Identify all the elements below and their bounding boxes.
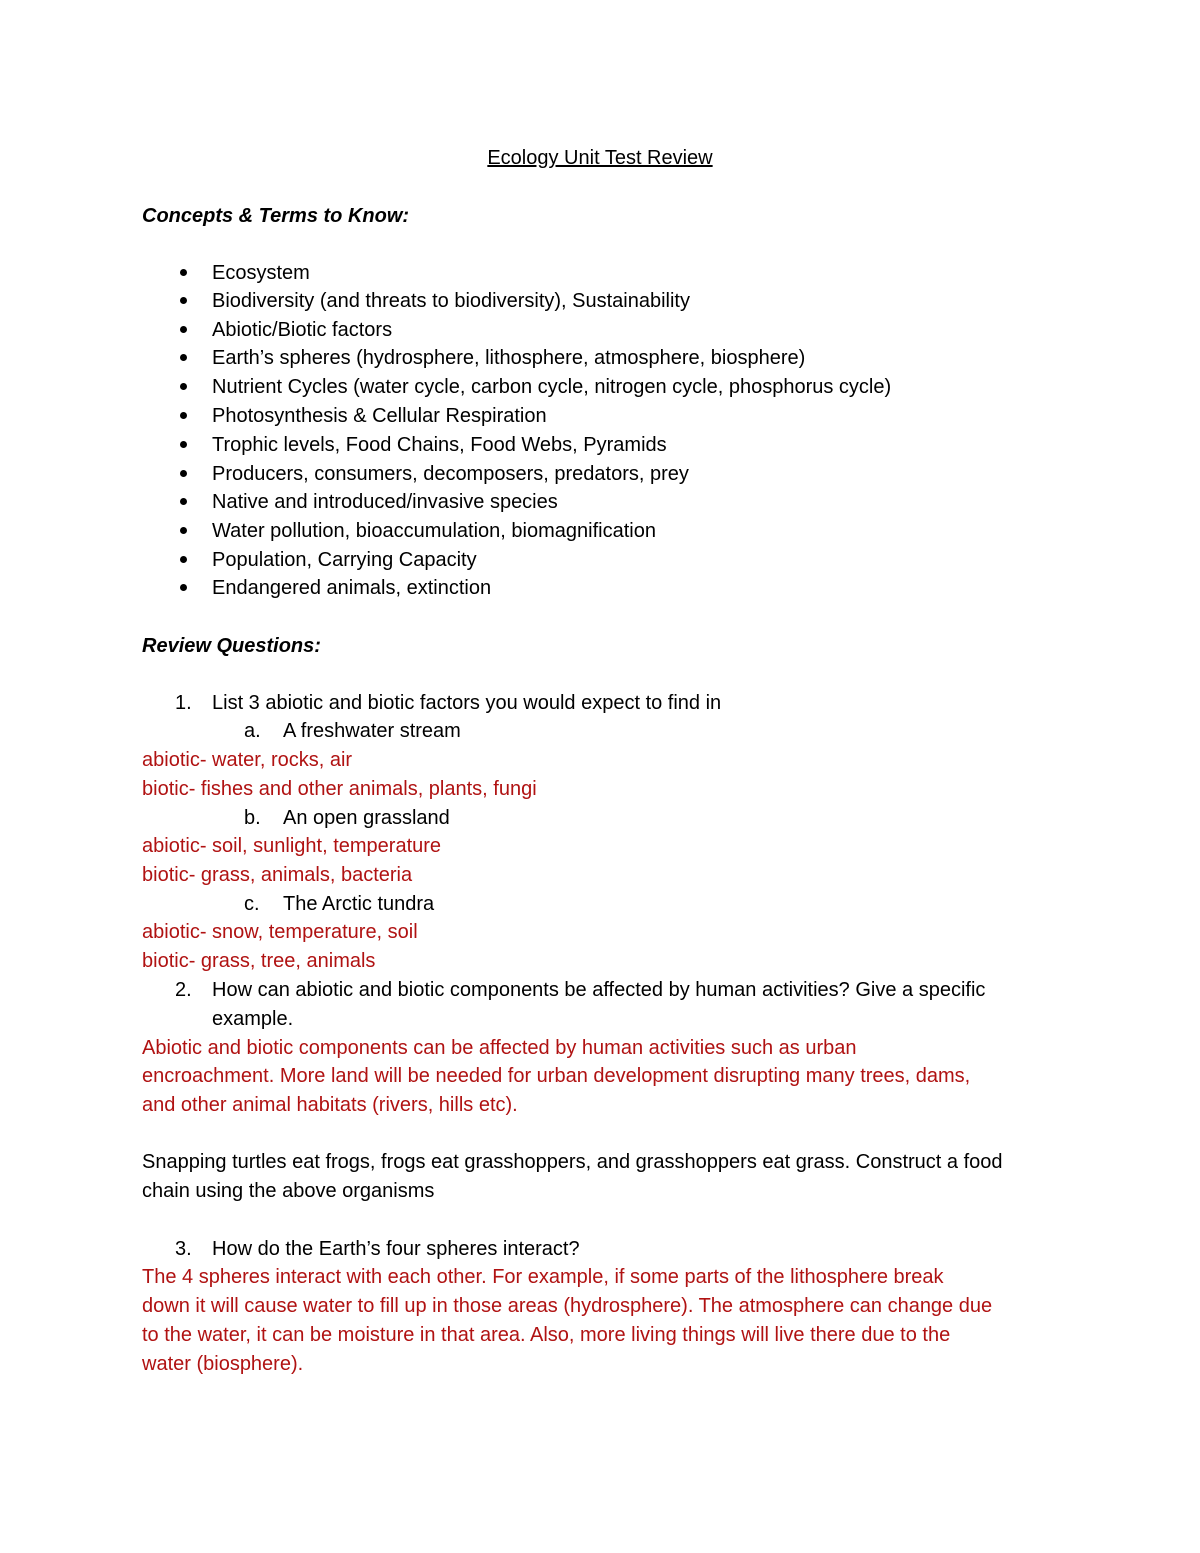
question-text: How do the Earth’s four spheres interact? <box>212 1238 580 1260</box>
answer-line: abiotic- soil, sunlight, temperature <box>142 835 442 857</box>
bullet-icon <box>180 326 187 333</box>
answer-line: and other animal habitats (rivers, hills etc). <box>142 1094 518 1116</box>
concept-item: Photosynthesis & Cellular Respiration <box>212 405 547 427</box>
concepts-heading: Concepts & Terms to Know: <box>142 205 410 227</box>
answer-line: biotic- fishes and other animals, plants, fungi <box>142 778 537 800</box>
concept-item: Producers, consumers, decomposers, predators, prey <box>212 463 689 485</box>
food-chain-prompt: chain using the above organisms <box>142 1180 435 1202</box>
document-title: Ecology Unit Test Review <box>487 147 713 169</box>
part-letter: c. <box>244 893 260 915</box>
question-text: List 3 abiotic and biotic factors you would expect to find in <box>212 692 722 714</box>
answer-line: Abiotic and biotic components can be affected by human activities such as urban <box>142 1037 857 1059</box>
part-text: The Arctic tundra <box>283 893 435 915</box>
bullet-icon <box>180 556 187 563</box>
bullet-icon <box>180 470 187 477</box>
question-number: 2. <box>175 979 192 1001</box>
answer-line: biotic- grass, tree, animals <box>142 950 376 972</box>
bullet-icon <box>180 441 187 448</box>
bullet-icon <box>180 354 187 361</box>
concept-item: Native and introduced/invasive species <box>212 491 558 513</box>
concept-item: Endangered animals, extinction <box>212 577 492 599</box>
answer-line: abiotic- snow, temperature, soil <box>142 921 418 943</box>
bullet-icon <box>180 412 187 419</box>
answer-line: The 4 spheres interact with each other. For example, if some parts of the lithosphere break <box>142 1266 944 1288</box>
answer-line: water (biosphere). <box>142 1353 304 1375</box>
concept-item: Ecosystem <box>212 262 310 284</box>
bullet-icon <box>180 297 187 304</box>
question-text: How can abiotic and biotic components be affected by human activities? Give a specific <box>212 979 986 1001</box>
bullet-icon <box>180 383 187 390</box>
question-number: 3. <box>175 1238 192 1260</box>
part-text: An open grassland <box>283 807 450 829</box>
answer-line: biotic- grass, animals, bacteria <box>142 864 413 886</box>
part-letter: b. <box>244 807 261 829</box>
concept-item: Abiotic/Biotic factors <box>212 319 393 341</box>
concept-item: Population, Carrying Capacity <box>212 549 477 571</box>
question-number: 1. <box>175 692 192 714</box>
concept-item: Nutrient Cycles (water cycle, carbon cycle, nitrogen cycle, phosphorus cycle) <box>212 376 892 398</box>
bullet-icon <box>180 498 187 505</box>
question-text: example. <box>212 1008 294 1030</box>
concept-item: Trophic levels, Food Chains, Food Webs, Pyramids <box>212 434 667 456</box>
review-heading: Review Questions: <box>142 635 321 657</box>
part-letter: a. <box>244 720 261 742</box>
answer-line: encroachment. More land will be needed for urban development disrupting many trees, dams, <box>142 1065 971 1087</box>
bullet-icon <box>180 584 187 591</box>
answer-line: down it will cause water to fill up in those areas (hydrosphere). The atmosphere can change due <box>142 1295 993 1317</box>
bullet-icon <box>180 269 187 276</box>
concept-item: Water pollution, bioaccumulation, biomagnification <box>212 520 656 542</box>
answer-line: abiotic- water, rocks, air <box>142 749 353 771</box>
food-chain-prompt: Snapping turtles eat frogs, frogs eat grasshoppers, and grasshoppers eat grass. Construct a food <box>142 1151 1003 1173</box>
bullet-icon <box>180 527 187 534</box>
concept-item: Earth’s spheres (hydrosphere, lithosphere, atmosphere, biosphere) <box>212 347 806 369</box>
concept-item: Biodiversity (and threats to biodiversity), Sustainability <box>212 290 690 312</box>
answer-line: to the water, it can be moisture in that area. Also, more living things will live there due to the <box>142 1324 951 1346</box>
part-text: A freshwater stream <box>283 720 461 742</box>
